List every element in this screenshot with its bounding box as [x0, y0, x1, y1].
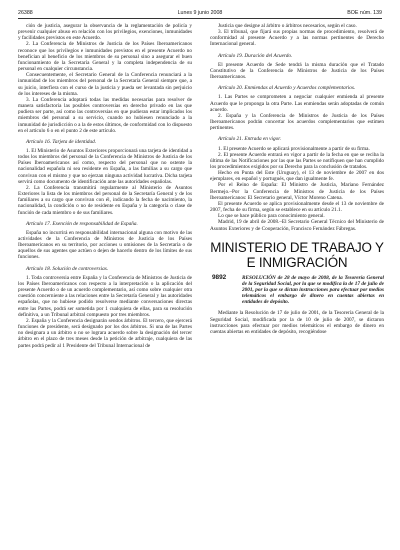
- article-19-heading: Artículo 19. Duración del Acuerdo.: [218, 52, 293, 59]
- resolution-entry: [210, 275, 384, 306]
- resolution-number: 9892: [212, 273, 227, 281]
- header-rule: [18, 18, 382, 19]
- paragraph: Por el Reino de España: El Ministro de Justicia, Mariano Fernández Bermejo.–Por la Conferencia de Ministros de Justicia de los Países Iberoamericanos: El Secretario general, Víctor Moreno Catena.: [210, 182, 384, 201]
- paragraph: Mediante la Resolución de 17 de julio de 2001, de la Tesorería General de la Seguridad Social, modificada por la de 10 de julio de 2007, se dictaron instrucciones para efectuar por medios telemáticos el embargo de dinero en cuentas abiertas en entidades de depósito, recogiéndose: [210, 310, 384, 335]
- page-number: 26388: [18, 10, 33, 16]
- paragraph: Justicia que designe al árbitro o árbitros necesarios, según el caso.: [218, 23, 357, 29]
- ministry-title: MINISTERIO DE TRABAJO Y E INMIGRACIÓN: [210, 239, 384, 270]
- article-20-heading: Artículo 20. Enmiendas al Acuerdo y Acuerdos complementarios.: [218, 85, 356, 92]
- paragraph: 1. Las Partes se comprometen a negociar cualquier enmienda al presente Acuerdo que le proponga la otra Parte. Las enmiendas serán adoptadas de común acuerdo.: [210, 94, 384, 113]
- article-18-heading: Artículo 18. Solución de controversias.: [26, 265, 109, 272]
- journal-issue: BOE núm. 139: [347, 10, 382, 16]
- paragraph: El presente Acuerdo se aplica provisionalmente desde el 13 de noviembre de 2007, fecha de su firma, según se establece en su artículo 21.1.: [210, 200, 384, 214]
- paragraph: Consecuentemente, el Secretario General de la Conferencia renunciará a la inmunidad de los miembros del personal de la Secretaría General siempre que, a su juicio, interfiera con el curso de la justicia y pueda ser levantada sin perjuicio de los intereses de la misma.: [18, 72, 192, 97]
- paragraph: ción de justicia, asegurar la observancia de la reglamentación de policía y prevenir cualquier abuso en relación con los privilegios, exenciones, inmunidades y facilidades previstos en este Acuerdo.: [18, 23, 192, 42]
- page-header: [18, 8, 382, 18]
- paragraph: 1. El presente Acuerdo se aplicará provisionalmente a partir de su firma.: [218, 145, 370, 152]
- paragraph: 1. Toda controversia entre España y la Conferencia de Ministros de Justicia de los Países Iberoamericanos con respecto a la interpretación o la aplicación del presente Acuerdo o de un acuerdo complementario, así como sobre cualquier otra cuestión concerniente a las relaciones entre la Secretaría General y las autoridades españolas, que no hubiese podido resolverse mediante conversaciones directas entre las Partes, podrá ser sometida por 1 cualquiera de ellas, para su resolución definitiva, a un Tribunal arbitral compuesto por tres miembros.: [18, 274, 192, 318]
- paragraph: Madrid, 19 de abril de 2008.–El Secretario General Técnico del Ministerio de Asuntos Exteriores y de Cooperación, Francisco Fernández Fábregas.: [210, 219, 384, 232]
- paragraph: 2. España y la Conferencia de Ministros de Justicia de los Países Iberoamericanos podrán concertar los acuerdos complementarios que estimen pertinentes.: [210, 112, 384, 132]
- left-column: [18, 23, 192, 541]
- paragraph: Lo que se hace público para conocimiento general.: [218, 213, 325, 220]
- paragraph: España no incurrirá en responsabilidad internacional alguna con motivo de las actividades de la Conferencia de Ministros de Justicia de los Países Iberoamericanos en su territorio, por acciones u omisiones de la Secretaría o de aquellos de sus agentes que actúen o dejen de hacerlo dentro de los límites de sus funciones.: [18, 229, 192, 261]
- paragraph: 1. El Ministerio de Asuntos Exteriores proporcionará una tarjeta de identidad a todos los miembros del personal de la Conferencia de Ministros de Justicia de los Países Iberoamericanos así como, respecto del personal que no ostente la nacionalidad española ni sea residente en España, a las familias a su cargo que convivan con el mismo y que no ejerzan ninguna actividad lucrativa. Dicha tarjeta servirá como documento de identificación ante las autoridades españolas.: [18, 147, 192, 185]
- paragraph: 2. La Conferencia transmitirá regularmente al Ministerio de Asuntos Exteriores la lista de los miembros del personal de la Secretaría General y de los familiares a su cargo que convivan con él, indicando la fecha de nacimiento, la nacionalidad, la condición o no de residente en España y la categoría o clase de función de cada miembro o de sus familiares.: [18, 184, 192, 216]
- right-column: [210, 23, 384, 541]
- article-17-heading: Artículo 17. Exención de responsabilidad de España.: [26, 220, 138, 227]
- article-21-heading: Artículo 21. Entrada en vigor.: [218, 136, 281, 143]
- paragraph: 3. La Conferencia adoptará todas las medidas necesarias para resolver de manera satisfactoria las posibles controversias en derecho privado en las que pudiera ser parte, así como las controversias en que pudieran estar implicados los miembros del personal a su servicio, cuando no hubiesen renunciado a la inmunidad de jurisdicción o a la de estos últimos, de conformidad con lo dispuesto en el artículo 6 o en el punto 2 de este artículo.: [18, 96, 192, 134]
- paragraph: Hecho en Punta del Este (Uruguay), el 13 de noviembre de 2007 en dos ejemplares, en español y portugués, que dan igualmente fe.: [210, 170, 384, 183]
- paragraph: 2. España y la Conferencia designarán sendos árbitros. El tercero, que ejercerá funciones de presidente, será designado por los dos árbitros. Si una de las Partes no designara a un árbitro o no se lograra acuerdo sobre la designación del tercer árbitro en el plazo de tres meses desde la petición de arbitraje, cualquiera de las partes podrá pedir al 1 Presidente del Tribunal Internacional de: [18, 317, 192, 349]
- issue-date: Lunes 9 junio 2008: [177, 10, 223, 16]
- resolution-summary: RESOLUCIÓN de 28 de mayo de 2008, de la Tesorería General de la Seguridad Social, por la que se modifica la de 17 de julio de 2001, por la que se dictan instrucciones para efectuar por medios telemáticos el embargo de dinero en cuentas abiertas en entidades de depósito.: [242, 274, 384, 306]
- paragraph: 2. La Conferencia de Ministros de Justicia de los Países Iberoamericanos reconoce que los privilegios e inmunidades previstos en el presente Acuerdo no benefician al beneficio de los miembros de su personal sino a asegurar el buen funcionamiento de la Secretaría General y la completa independencia de su personal en cualquier circunstancia.: [18, 41, 192, 73]
- paragraph: 3. El tribunal, que fijará sus propias normas de procedimiento, resolverá de conformidad al presente Acuerdo y a las normas pertinentes de Derecho Internacional general.: [210, 29, 384, 48]
- article-16-heading: Artículo 16. Tarjeta de identidad.: [26, 138, 97, 145]
- paragraph: El presente Acuerdo de Sede tendrá la misma duración que el Tratado Constitutivo de la Conferencia de Ministros de Justicia de los Países Iberoamericanos.: [210, 61, 384, 81]
- paragraph: 2. El presente Acuerdo entrará en vigor a partir de la fecha en que se reciba la última de las Notificaciones por las que las Partes se notifiquen que han cumplido los procedimientos exigidos por su Derecho para la conclusión de tratados.: [210, 151, 384, 170]
